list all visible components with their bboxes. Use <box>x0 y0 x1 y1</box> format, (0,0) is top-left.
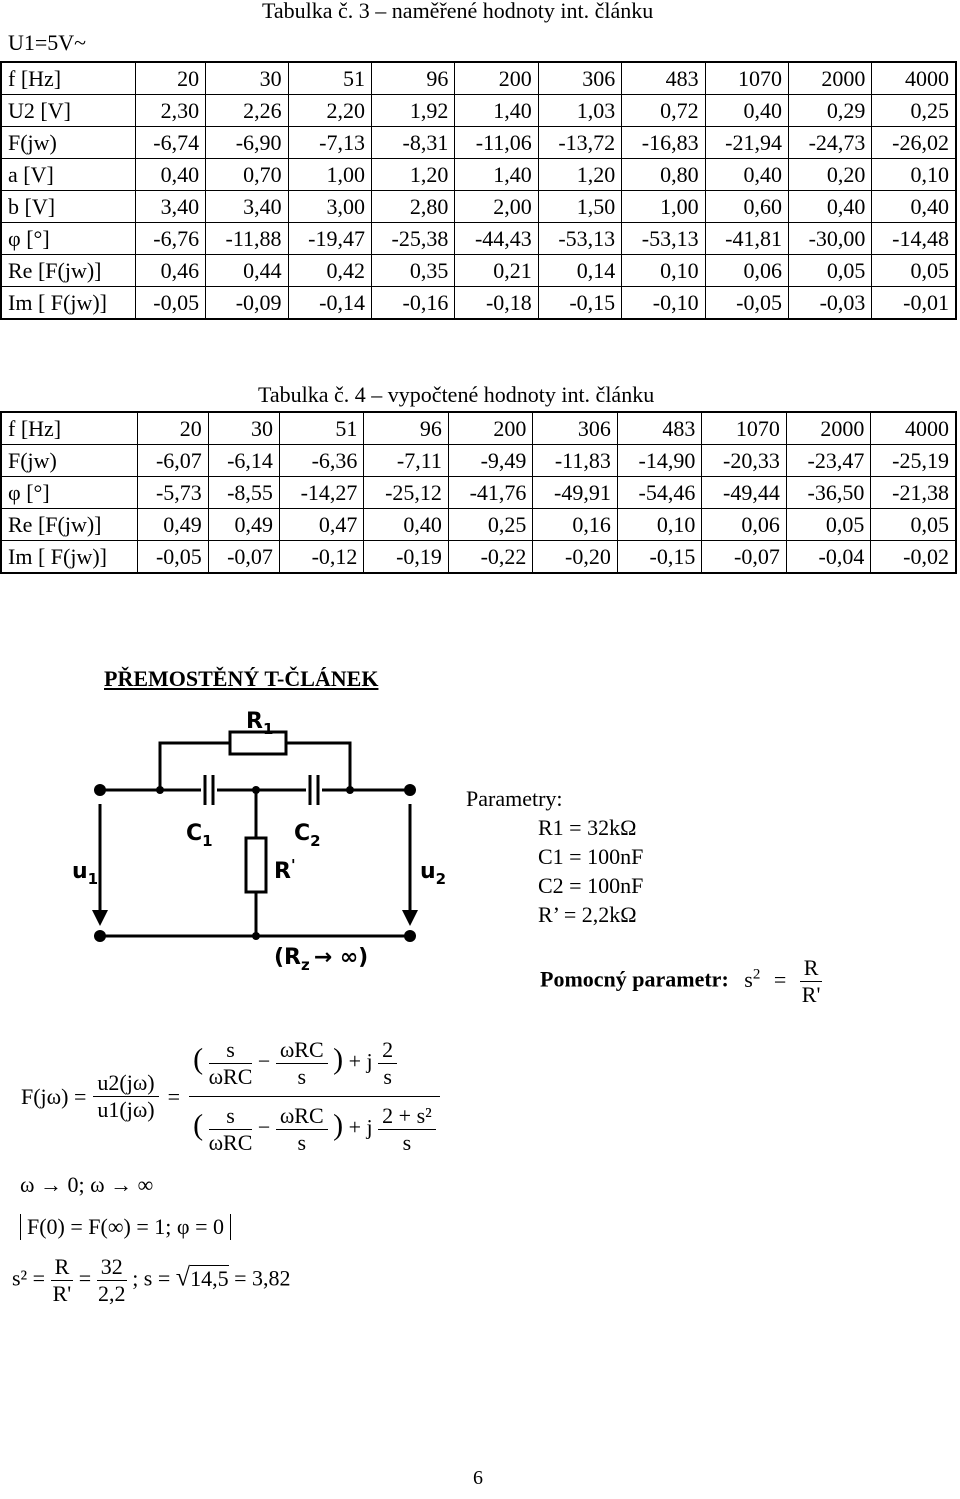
table-row <box>1 191 956 223</box>
table-cell: -53,13 <box>538 223 621 255</box>
table-cell: 200 <box>455 62 538 95</box>
table-cell: -0,18 <box>455 287 538 320</box>
c1-label: $C_1$ <box>186 821 213 850</box>
table-cell: 2,80 <box>371 191 454 223</box>
helper-fraction: $\frac{R}{R'}$ <box>800 955 823 1008</box>
table-cell: -11,83 <box>533 445 617 477</box>
table-cell: 96 <box>364 412 448 445</box>
table-cell: -0,07 <box>702 541 786 574</box>
table-cell: -7,11 <box>364 445 448 477</box>
table-cell: -30,00 <box>789 223 872 255</box>
table-cell: 0,60 <box>705 191 788 223</box>
table-cell: -0,05 <box>137 541 208 574</box>
table-cell: -13,72 <box>538 127 621 159</box>
row-label: φ [°] <box>1 223 135 255</box>
table-cell: -6,07 <box>137 445 208 477</box>
table-cell: -5,73 <box>137 477 208 509</box>
table-cell: 0,21 <box>455 255 538 287</box>
row-label: f [Hz] <box>1 412 137 445</box>
table-cell: 0,46 <box>135 255 205 287</box>
table-cell: -0,01 <box>872 287 956 320</box>
row-label: a [V] <box>1 159 135 191</box>
table-cell: 0,10 <box>622 255 705 287</box>
table-cell: 1,03 <box>538 95 621 127</box>
table-row <box>1 127 956 159</box>
table-cell: 0,40 <box>789 191 872 223</box>
helper-label: Pomocný parametr: <box>540 966 729 992</box>
table-cell: 1,20 <box>538 159 621 191</box>
table-cell: 306 <box>538 62 621 95</box>
limits-line: ω → 0; ω → ∞ <box>20 1172 154 1197</box>
table-cell: 1,50 <box>538 191 621 223</box>
table-cell: 0,25 <box>448 509 532 541</box>
tf-numerator: ( $\frac{s}{\text{ωRC}}$ − $\frac{\text{ωRC}}{s}$ ) + j $\frac{2}{s}$ <box>189 1035 440 1097</box>
table-cell: -54,46 <box>617 477 701 509</box>
table-cell: 1,20 <box>371 159 454 191</box>
row-label: Re [F(jw)] <box>1 255 135 287</box>
table-cell: 2,26 <box>206 95 288 127</box>
table-cell: 1070 <box>702 412 786 445</box>
table-cell: 0,44 <box>206 255 288 287</box>
u1-label: $u_1$ <box>72 859 99 888</box>
table-cell: 2,30 <box>135 95 205 127</box>
table-cell: -0,10 <box>622 287 705 320</box>
table4 <box>0 411 957 574</box>
table-cell: 2000 <box>786 412 870 445</box>
table-cell: -11,88 <box>206 223 288 255</box>
table-cell: 1,40 <box>455 159 538 191</box>
table-row <box>1 95 956 127</box>
table-cell: -24,73 <box>789 127 872 159</box>
row-label: Re [F(jw)] <box>1 509 137 541</box>
load-note: ($R_z$ → ∞) <box>274 945 369 974</box>
table-cell: -0,05 <box>135 287 205 320</box>
table-cell: 3,00 <box>288 191 371 223</box>
table-cell: 20 <box>137 412 208 445</box>
table-cell: 1,40 <box>455 95 538 127</box>
table-cell: -0,09 <box>206 287 288 320</box>
table-cell: 0,35 <box>371 255 454 287</box>
table-cell: -8,55 <box>208 477 279 509</box>
table-cell: -6,76 <box>135 223 205 255</box>
table-cell: 0,05 <box>872 255 956 287</box>
table-cell: -0,14 <box>288 287 371 320</box>
table4-caption: Tabulka č. 4 – vypočtené hodnoty int. článku <box>258 382 655 407</box>
table-cell: -44,43 <box>455 223 538 255</box>
section-title: PŘEMOSTĚNÝ T-ČLÁNEK <box>104 666 379 691</box>
table-cell: 0,70 <box>206 159 288 191</box>
table-cell: 0,06 <box>705 255 788 287</box>
table-cell: -0,12 <box>279 541 363 574</box>
table-cell: -0,07 <box>208 541 279 574</box>
r-prime-resistor <box>246 838 266 892</box>
param-c1: C1 = 100nF <box>538 844 644 869</box>
table-cell: 0,49 <box>137 509 208 541</box>
voltage-ratio: $\frac{u2(j\omega)}{u1(j\omega)}$ <box>93 1070 158 1123</box>
table-cell: 1,92 <box>371 95 454 127</box>
r1-label: $R_1$ <box>246 709 274 738</box>
row-label: f [Hz] <box>1 62 135 95</box>
table-cell: 3,40 <box>135 191 205 223</box>
helper-lhs: $s^2$ <box>744 966 761 992</box>
table-cell: -14,48 <box>872 223 956 255</box>
table-cell: -7,13 <box>288 127 371 159</box>
row-label: F(jw) <box>1 127 135 159</box>
table-cell: -41,76 <box>448 477 532 509</box>
table-cell: -0,05 <box>705 287 788 320</box>
u2-label: $u_2$ <box>420 859 447 888</box>
table-cell: 0,16 <box>533 509 617 541</box>
table-cell: 0,40 <box>364 509 448 541</box>
table-cell: 0,06 <box>702 509 786 541</box>
table-cell: 1,00 <box>622 191 705 223</box>
table-cell: 200 <box>448 412 532 445</box>
table3 <box>0 61 957 320</box>
table-cell: 483 <box>622 62 705 95</box>
table-row <box>1 159 956 191</box>
table-cell: -41,81 <box>705 223 788 255</box>
table-cell: 306 <box>533 412 617 445</box>
table-cell: 0,05 <box>871 509 956 541</box>
row-label: Im [ F(jw)] <box>1 287 135 320</box>
table-cell: -0,02 <box>871 541 956 574</box>
table-cell: 0,40 <box>135 159 205 191</box>
table-cell: 0,05 <box>786 509 870 541</box>
table-cell: 4000 <box>872 62 956 95</box>
row-label: Im [ F(jw)] <box>1 541 137 574</box>
table-cell: 0,20 <box>789 159 872 191</box>
table-row <box>1 255 956 287</box>
table-cell: -9,49 <box>448 445 532 477</box>
table-cell: -0,04 <box>786 541 870 574</box>
table-cell: -26,02 <box>872 127 956 159</box>
s-calculation: s² = $\frac{R}{R'}$ = $\frac{32}{2,2}$ ; s = √14,5 = 3,82 <box>12 1254 291 1306</box>
helper-parameter: Pomocný parametr: $s^2$ = $\frac{R}{R'}$ <box>540 955 822 1008</box>
table-cell: -0,22 <box>448 541 532 574</box>
table-cell: 4000 <box>871 412 956 445</box>
table-cell: 0,14 <box>538 255 621 287</box>
table-cell: -0,15 <box>538 287 621 320</box>
table-row <box>1 287 956 320</box>
supply-voltage: U1=5V~ <box>8 30 87 55</box>
table-cell: -6,36 <box>279 445 363 477</box>
table-cell: 3,40 <box>206 191 288 223</box>
table-cell: 51 <box>279 412 363 445</box>
row-label: U2 [V] <box>1 95 135 127</box>
table-cell: -25,38 <box>371 223 454 255</box>
table-cell: -23,47 <box>786 445 870 477</box>
table-cell: -25,12 <box>364 477 448 509</box>
table-cell: -19,47 <box>288 223 371 255</box>
table-cell: -36,50 <box>786 477 870 509</box>
table-row <box>1 412 956 445</box>
table-cell: 0,72 <box>622 95 705 127</box>
table-cell: -14,90 <box>617 445 701 477</box>
boundary-condition: F(0) = F(∞) = 1; φ = 0 <box>20 1214 231 1240</box>
table-cell: 0,10 <box>617 509 701 541</box>
table-row <box>1 62 956 95</box>
table-cell: -6,14 <box>208 445 279 477</box>
row-label: F(jw) <box>1 445 137 477</box>
table-cell: 30 <box>208 412 279 445</box>
parameters <box>466 784 643 929</box>
table-cell: 0,49 <box>208 509 279 541</box>
table3-caption: Tabulka č. 3 – naměřené hodnoty int. článku <box>262 0 654 23</box>
page-number: 6 <box>473 1467 483 1489</box>
table-cell: -53,13 <box>622 223 705 255</box>
table-row <box>1 541 956 574</box>
table-cell: 0,47 <box>279 509 363 541</box>
tf-denominator: ( $\frac{s}{\text{ωRC}}$ − $\frac{\text{ωRC}}{s}$ ) + j $\frac{\text{2 + s²}}{s}$ <box>189 1097 440 1158</box>
param-r1: R1 = 32kΩ <box>538 815 637 840</box>
c2-label: $C_2$ <box>294 821 321 850</box>
table-cell: -21,94 <box>705 127 788 159</box>
r-prime-label: R' <box>274 856 296 884</box>
table-cell: -8,31 <box>371 127 454 159</box>
param-c2: C2 = 100nF <box>538 873 644 898</box>
table-cell: 51 <box>288 62 371 95</box>
table-cell: -0,15 <box>617 541 701 574</box>
table-cell: -0,03 <box>789 287 872 320</box>
table-cell: 1,00 <box>288 159 371 191</box>
transfer-function: F(jω) = $\frac{u2(j\omega)}{u1(j\omega)}$ = ( $\frac{s}{\text{ωRC}}$ − $\frac{\text{ωRC}}{s}$ ) + j $\frac{2}{s}$ ( $\frac{s}{\text{ωRC}}$ − $\frac{\text{ωRC}}{s}$ ) + j $\frac{\text{2 + s²}}{s}$ <box>20 1034 441 1159</box>
table-cell: 0,25 <box>872 95 956 127</box>
table-cell: 1070 <box>705 62 788 95</box>
table-cell: -0,16 <box>371 287 454 320</box>
table-cell: -6,74 <box>135 127 205 159</box>
row-label: b [V] <box>1 191 135 223</box>
table-cell: 0,80 <box>622 159 705 191</box>
table-cell: 30 <box>206 62 288 95</box>
row-label: φ [°] <box>1 477 137 509</box>
table-cell: -21,38 <box>871 477 956 509</box>
param-r-prime: R’ = 2,2kΩ <box>538 902 637 927</box>
f-lhs: F(jω) = <box>21 1083 87 1109</box>
table-row <box>1 223 956 255</box>
table-cell: -0,19 <box>364 541 448 574</box>
table-cell: 20 <box>135 62 205 95</box>
table-row <box>1 509 956 541</box>
table-cell: 0,42 <box>288 255 371 287</box>
bridged-t-circuit-diagram <box>60 700 460 980</box>
table-cell: -16,83 <box>622 127 705 159</box>
table-cell: 96 <box>371 62 454 95</box>
table-cell: 2,20 <box>288 95 371 127</box>
table-cell: -49,91 <box>533 477 617 509</box>
parameters-title: Parametry: <box>466 786 563 811</box>
table-cell: 0,10 <box>872 159 956 191</box>
table-cell: -20,33 <box>702 445 786 477</box>
table-cell: -14,27 <box>279 477 363 509</box>
table-cell: 483 <box>617 412 701 445</box>
table-cell: 0,40 <box>705 159 788 191</box>
sqrt-argument: 14,5 <box>190 1265 229 1291</box>
table-row <box>1 477 956 509</box>
table-cell: 0,40 <box>705 95 788 127</box>
table-cell: 0,05 <box>789 255 872 287</box>
table-cell: -49,44 <box>702 477 786 509</box>
r1-resistor <box>230 732 286 754</box>
table-cell: 0,40 <box>872 191 956 223</box>
table-cell: -6,90 <box>206 127 288 159</box>
table-cell: -11,06 <box>455 127 538 159</box>
table-cell: -0,20 <box>533 541 617 574</box>
table-cell: 2,00 <box>455 191 538 223</box>
table-cell: 2000 <box>789 62 872 95</box>
table-cell: -25,19 <box>871 445 956 477</box>
table-row <box>1 445 956 477</box>
table-cell: 0,29 <box>789 95 872 127</box>
